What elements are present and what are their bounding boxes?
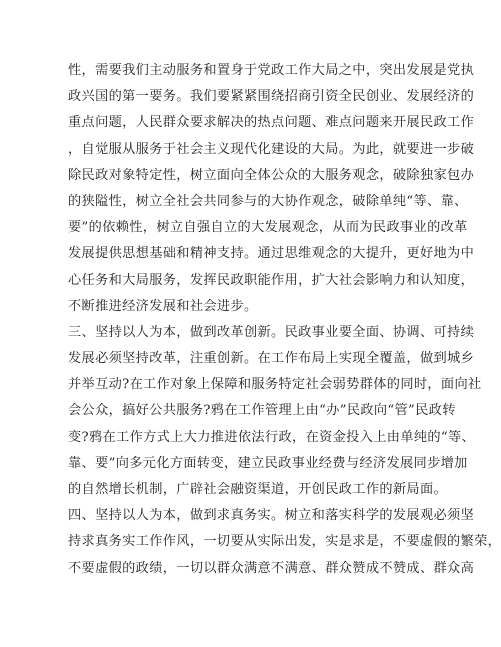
text-line: 心任务和大局服务，发挥民政职能作用，扩大社会影响力和认知度，	[68, 272, 475, 288]
text-line: 持求真务实工作作风，一切要从实际出发，实是求是，不要虚假的繁荣，	[68, 534, 501, 550]
text-line: 的狭隘性，树立全社会共同参与的大协作观念，破除单纯“等、靠、	[68, 193, 468, 209]
text-line: 不要虚假的政绩，一切以群众满意不满意、群众赞成不赞成、群众高	[68, 560, 475, 576]
text-line: 会公众，搞好公共服务?鸦在工作管理上由“办”民政向“管”民政转	[68, 403, 456, 419]
text-line: 四、坚持以人为本，做到求真务实。树立和落实科学的发展观必须坚	[68, 508, 475, 524]
text-line: 并举互动?在工作对象上保障和服务特定社会弱势群体的同时，面向社	[68, 377, 482, 393]
text-line: 性，需要我们主动服务和置身于党政工作大局之中，突出发展是党执	[68, 63, 475, 78]
text-line: 发展必须坚持改革，注重创新。在工作布局上实现全覆盖，做到城乡	[68, 351, 475, 367]
body-text	[68, 58, 501, 582]
text-line: 靠、要”向多元化方面转变，建立民政事业经费与经济发展同步增加	[68, 455, 468, 471]
text-line: 的自然增长机制，广辟社会融资渠道，开创民政工作的新局面。	[68, 482, 448, 497]
text-line: 三、坚持以人为本，做到改革创新。民政事业要全面、协调、可持续	[68, 324, 475, 340]
text-line: ，自觉服从服务于社会主义现代化建设的大局。为此，就要进一步破	[68, 141, 475, 157]
text-line: 变?鸦在工作方式上大力推进依法行政，在资金投入上由单纯的“等、	[68, 429, 476, 445]
text-line: 不断推进经济发展和社会进步。	[68, 298, 258, 314]
text-line: 要”的依赖性，树立自强自立的大发展观念，从而为民政事业的改革	[68, 220, 468, 236]
text-line: 重点问题，人民群众要求解决的热点问题、难点问题来开展民政工作	[68, 115, 475, 131]
text-line: 政兴国的第一要务。我们要紧紧围绕招商引资全民创业、发展经济的	[68, 89, 475, 105]
text-line: 除民政对象特定性，树立面向全体公众的大服务观念，破除独家包办	[68, 167, 475, 183]
text-line: 发展提供思想基础和精神支持。通过思维观念的大提升，更好地为中	[68, 246, 475, 262]
